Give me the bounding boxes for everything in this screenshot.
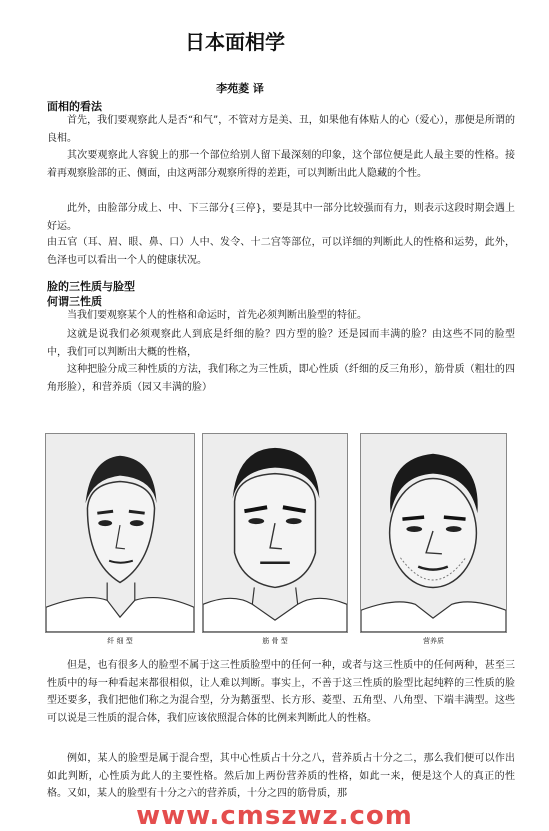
page-title: 日本面相学	[185, 30, 285, 54]
paragraph: 当我们要观察某个人的性格和命运时，首先必须判断出脸型的特征。	[67, 310, 367, 321]
paragraph: 但是，也有很多人的脸型不属于这三性质脸型中的任何一种，或者与这三性质中的任何两种，甚至三性质中的每一种看起来都很相似，让人难以判断。事实上，不善于这三性质的脸型比起纯粹的三性质的脸型还要多，我们把他们称之为混合型，分为鹅蛋型、长方形、菱型、五角型、八角型、下端丰满型。这些可以说是三性质的混合体，我们应该依照混合体的比例来判断此人的性格。	[47, 660, 515, 724]
section-heading-three-types: 脸的三性质与脸型	[47, 280, 135, 293]
figure-caption: 筋 骨 型	[262, 637, 288, 645]
author-line: 李苑菱 译	[216, 82, 264, 95]
section-heading-face-reading: 面相的看法	[47, 100, 102, 113]
paragraph: 其次要观察此人容貌上的那一个部位给别人留下最深刻的印象，这个部位便是此人最主要的性格。接着再观察脸部的正、侧面，由这两部分观察所得的差距，可以判断出此人隐藏的个性。	[47, 150, 515, 179]
figure-caption: 营养质	[423, 637, 444, 645]
face-illustration-square	[202, 433, 348, 633]
paragraph: 首先，我们要观察此人是否“和气”，不管对方是美、丑，如果他有体贴人的心（爱心），那便是所谓的良相。	[47, 115, 515, 144]
face-illustration-slender	[45, 433, 195, 633]
face-illustration-round	[360, 433, 507, 633]
paragraph: 这就是说我们必须观察此人到底是纤细的脸？四方型的脸？还是园而丰满的脸？由这些不同的脸型中，我们可以判断出大概的性格，	[47, 329, 515, 358]
watermark: www.cmszwz.com	[136, 801, 413, 831]
paragraph: 例如，某人的脸型是属于混合型，其中心性质占十分之八，营养质占十分之二，那么我们便可以作出如此判断，心性质为此人的主要性格。然后加上两份营养质的性格，如此一来，便是这个人的真正的性格。又如，某人的脸型有十分之六的营养质，十分之四的筋骨质，那	[47, 753, 515, 799]
paragraph: 此外，由脸部分成上、中、下三部分{三停}，要是其中一部分比较强而有力，则表示这段时期会遇上好运。	[47, 203, 515, 232]
paragraph: 由五官（耳、眉、眼、鼻、口）人中、发令、十二宫等部位，可以详细的判断此人的性格和运势，此外，色泽也可以看出一个人的健康状况。	[47, 237, 515, 266]
paragraph: 这种把脸分成三种性质的方法，我们称之为三性质，即心性质（纤细的反三角形），筋骨质（粗壮的四角形脸），和营养质（园又丰满的脸）	[47, 364, 515, 393]
subheading-what-is: 何谓三性质	[47, 295, 102, 308]
figure-caption: 纤 细 型	[107, 637, 133, 645]
